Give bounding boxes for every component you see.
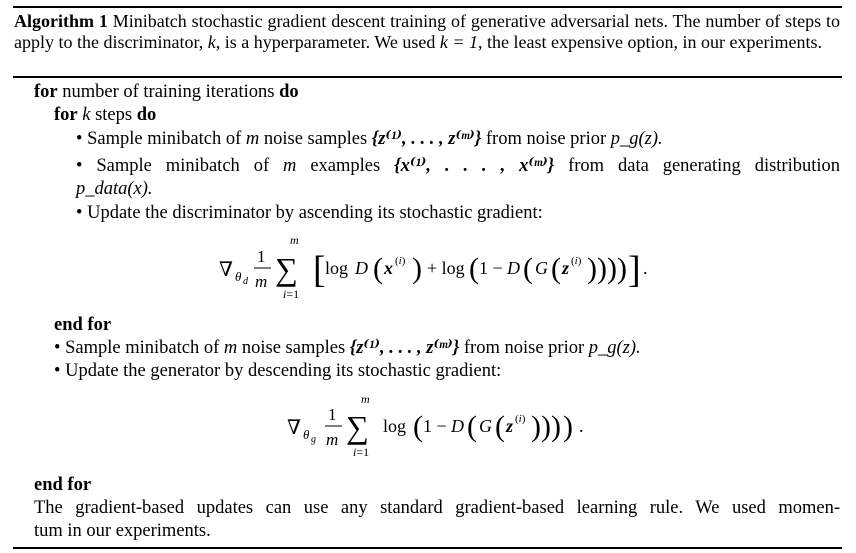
caption-line-2a: steps to apply to the discriminator, (14, 11, 840, 52)
bottom-rule (13, 547, 842, 549)
svg-text:(: ( (373, 252, 383, 285)
svg-text:log: log (383, 416, 407, 436)
svg-text:): ) (541, 410, 551, 443)
svg-text:G: G (535, 258, 548, 278)
inner-for-text: steps (95, 105, 133, 125)
svg-text:D: D (507, 258, 520, 278)
svg-text:): ) (412, 252, 422, 285)
svg-text:∑: ∑ (346, 409, 369, 445)
step-data-text-a: • Sample minibatch of (76, 156, 270, 176)
step-disc-update (76, 202, 543, 224)
svg-text:g: g (311, 434, 316, 445)
svg-text:.: . (643, 258, 648, 278)
inner-for-keyword: for (54, 105, 78, 125)
svg-text:1 −: 1 − (479, 258, 503, 278)
svg-text:.: . (579, 416, 584, 436)
top-rule (13, 6, 842, 8)
step-data-set: {x⁽¹⁾, . . . , x⁽ᵐ⁾} (394, 156, 555, 176)
caption-var-k: k (207, 32, 216, 52)
svg-text:[: [ (313, 249, 326, 291)
svg-text:(: ( (551, 252, 561, 285)
outer-for-text: number of training iterations (62, 82, 275, 102)
svg-text:θ: θ (303, 427, 310, 442)
svg-text:m: m (361, 392, 370, 406)
algorithm-caption (14, 11, 840, 53)
gen-noise-text-b: noise samples (241, 338, 346, 358)
svg-text:G: G (479, 416, 492, 436)
svg-text:): ) (617, 252, 627, 285)
svg-text:i=1: i=1 (283, 287, 300, 301)
gen-noise-set: {z⁽¹⁾, . . . , z⁽ᵐ⁾} (349, 338, 460, 358)
footer-line-2 (34, 520, 211, 542)
generator-gradient-equation (283, 392, 643, 472)
inner-for-var: k (82, 105, 91, 125)
caption-line-1: Minibatch stochastic gradient descent training of generative adversarial nets. The number of (112, 11, 781, 31)
inner-do-keyword: do (136, 105, 157, 125)
step-noise-text-b: noise samples (263, 129, 368, 149)
svg-text:(: ( (467, 410, 477, 443)
step-noise-text-c: from noise prior (485, 129, 607, 149)
svg-text:∇: ∇ (287, 417, 301, 439)
svg-text:1: 1 (257, 247, 266, 266)
step-data-dist: p_data(x). (76, 179, 153, 199)
step-sample-data (76, 155, 840, 177)
outer-end-for-keyword: end for (34, 475, 92, 495)
svg-text:(: ( (523, 252, 533, 285)
svg-text:x: x (384, 258, 393, 278)
step-noise-set: {z⁽¹⁾, . . . , z⁽ᵐ⁾} (371, 129, 482, 149)
svg-text:): ) (597, 252, 607, 285)
svg-text:θ: θ (235, 269, 242, 284)
svg-text:d: d (243, 276, 248, 287)
svg-text:): ) (587, 252, 597, 285)
footer-text-2: tum in our experiments. (34, 521, 211, 541)
svg-text:): ) (531, 410, 541, 443)
inner-for-line (54, 104, 156, 126)
caption-divider (13, 76, 842, 78)
svg-text:): ) (607, 252, 617, 285)
svg-text:z: z (506, 416, 514, 436)
svg-text:(i): (i) (571, 255, 582, 267)
caption-k-equals: k = 1 (439, 32, 479, 52)
step-data-text-c: from data generating distribution (568, 156, 841, 176)
caption-line-2e: , the least expensive option, in our (478, 32, 725, 52)
gen-noise-prior: p_g(z). (588, 338, 641, 358)
step-disc-update-text: • Update the discriminator by ascending its stochastic gradient: (76, 203, 543, 223)
caption-line-3: experiments. (729, 32, 822, 52)
svg-text:D: D (355, 258, 368, 278)
svg-text:D: D (451, 416, 464, 436)
svg-text:(: ( (495, 410, 505, 443)
svg-text:m: m (255, 272, 268, 291)
step-data-m: m (283, 156, 297, 176)
svg-text:1: 1 (328, 405, 337, 424)
step-noise-text-a: • Sample minibatch of (76, 129, 242, 149)
step-gen-sample-noise (54, 337, 641, 359)
svg-text:∇: ∇ (219, 259, 233, 281)
svg-text:m: m (290, 233, 299, 247)
step-noise-m: m (245, 129, 260, 149)
svg-text:]: ] (628, 249, 641, 291)
svg-text:(: ( (469, 252, 479, 285)
gen-noise-m: m (223, 338, 238, 358)
inner-end-for (54, 314, 111, 336)
outer-for-keyword: for (34, 82, 58, 102)
svg-text:log: log (325, 258, 349, 278)
svg-text:(i): (i) (515, 413, 526, 425)
step-noise-prior: p_g(z). (610, 129, 663, 149)
algorithm-label: Algorithm 1 (14, 11, 108, 31)
caption-line-2c: , is a hyperparameter. We used (215, 32, 436, 52)
step-gen-update-text: • Update the generator by descending its stochastic gradient: (54, 361, 502, 381)
svg-text:+ log: + log (427, 258, 465, 278)
step-data-text-b: examples (310, 156, 381, 176)
footer-text-1: The gradient-based updates can use any standard gradient-based learning rule. We used momen- (34, 498, 840, 518)
svg-text:1 −: 1 − (423, 416, 447, 436)
svg-text:): ) (563, 410, 573, 443)
svg-text:i=1: i=1 (353, 445, 370, 459)
discriminator-gradient-equation (215, 232, 695, 312)
footer-line-1 (34, 497, 840, 519)
gen-noise-text-a: • Sample minibatch of (54, 338, 220, 358)
outer-for-line (34, 81, 299, 103)
svg-text:): ) (551, 410, 561, 443)
svg-text:(: ( (413, 410, 423, 443)
svg-text:z: z (562, 258, 570, 278)
gen-noise-text-c: from noise prior (463, 338, 585, 358)
outer-end-for (34, 474, 91, 496)
outer-do-keyword: do (279, 82, 299, 102)
svg-text:(i): (i) (395, 255, 406, 267)
inner-end-for-keyword: end for (54, 315, 112, 335)
step-data-dist-line (76, 178, 153, 200)
svg-text:m: m (326, 430, 339, 449)
svg-text:∑: ∑ (275, 251, 298, 287)
step-sample-noise (76, 128, 663, 150)
step-gen-update (54, 360, 501, 382)
